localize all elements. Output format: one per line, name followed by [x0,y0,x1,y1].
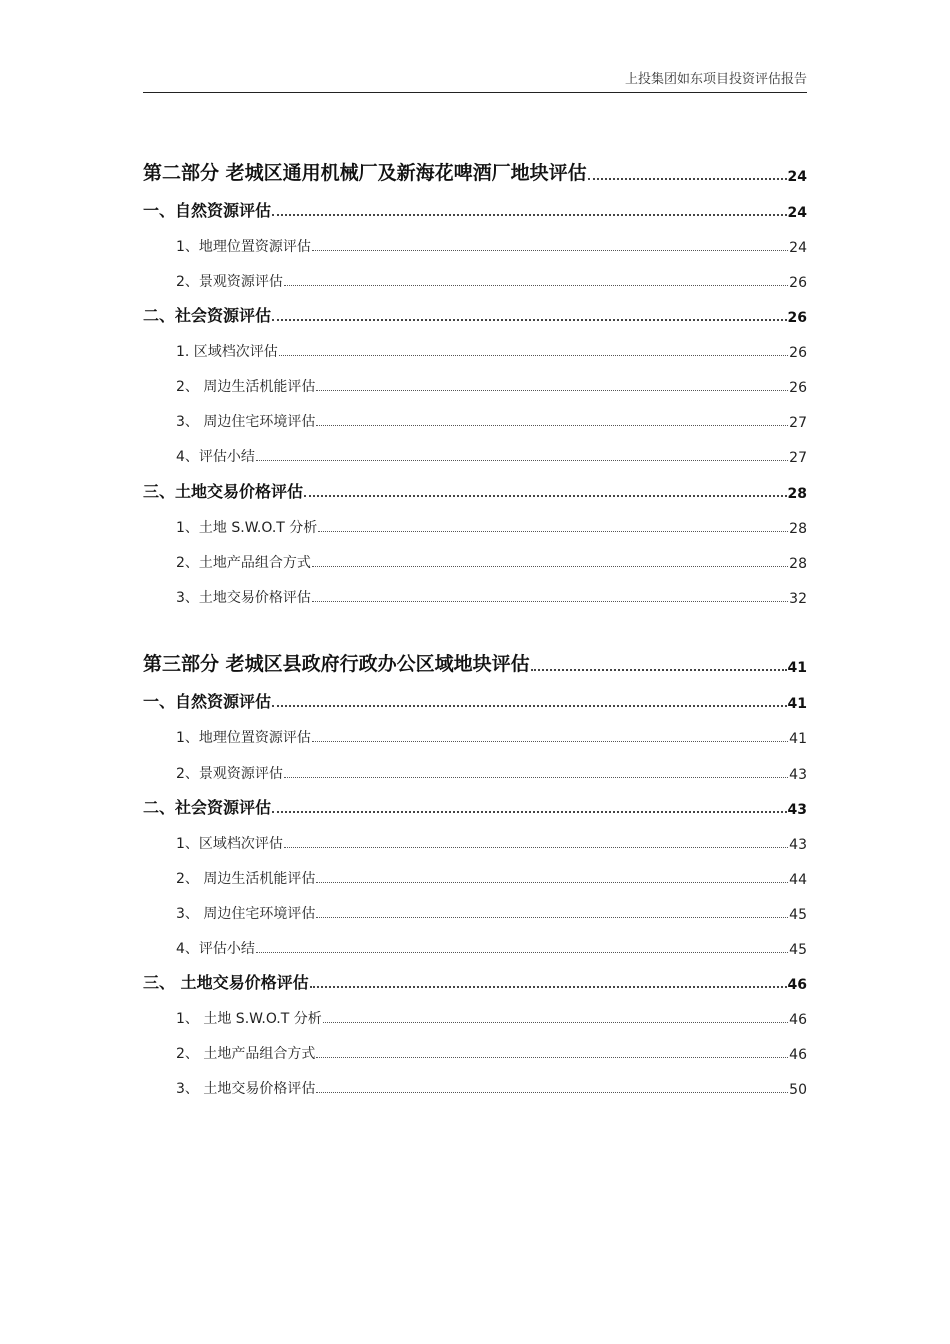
toc-entry-label: 2、土地产品组合方式 [176,555,311,571]
toc-entry-label: 第二部分 老城区通用机械厂及新海花啤酒厂地块评估 [143,162,587,184]
toc-entry-label: 1、地理位置资源评估 [176,730,311,746]
toc-entry-label: 1. 区域档次评估 [176,344,278,360]
toc-dot-leader [272,214,787,216]
toc-entry-label: 一、自然资源评估 [143,201,272,220]
toc-entry-page-number: 46 [787,977,807,993]
toc-entry-page-number: 43 [789,767,807,783]
toc-entry-label: 2、 周边生活机能评估 [176,379,316,395]
toc-entry-page-number: 28 [789,556,807,572]
toc-dot-leader [304,495,787,497]
toc-entry[interactable] [176,405,807,431]
toc-entry[interactable] [143,792,807,818]
toc-entry-page-number: 26 [789,345,807,361]
toc-entry-page-number: 24 [787,169,807,185]
toc-dot-leader [272,319,787,321]
toc-dot-leader [312,566,788,567]
toc-dot-leader [312,741,788,742]
toc-dot-leader [316,1057,788,1058]
toc-entry-label: 2、 周边生活机能评估 [176,871,316,887]
toc-dot-leader [318,531,788,532]
toc-entry[interactable] [143,195,807,221]
toc-entry-page-number: 45 [789,907,807,923]
toc-entry[interactable] [176,1072,807,1098]
toc-entry-page-number: 46 [789,1012,807,1028]
toc-entry-label: 一、自然资源评估 [143,692,272,711]
toc-entry-label: 2、 土地产品组合方式 [176,1046,316,1062]
toc-dot-leader [256,460,788,461]
toc-dot-leader [316,425,788,426]
toc-entry[interactable] [143,686,807,712]
toc-entry-label: 2、景观资源评估 [176,274,283,290]
toc-entry[interactable] [176,230,807,256]
header-rule [143,92,807,93]
toc-dot-leader [272,811,787,813]
toc-entry[interactable] [176,265,807,291]
toc-dot-leader [284,847,788,848]
toc-entry-page-number: 45 [789,942,807,958]
toc-entry[interactable] [176,897,807,923]
toc-entry-label: 二、社会资源评估 [143,306,272,325]
toc-dot-leader [272,705,787,707]
toc-entry[interactable] [176,581,807,607]
toc-entry-page-number: 50 [789,1082,807,1098]
toc-entry-label: 4、评估小结 [176,449,255,465]
toc-entry-label: 二、社会资源评估 [143,798,272,817]
toc-dot-leader [316,917,788,918]
toc-dot-leader [284,285,788,286]
toc-entry-label: 三、土地交易价格评估 [143,482,304,501]
running-header: 上投集团如东项目投资评估报告 [624,72,807,87]
toc-entry-page-number: 43 [787,802,807,818]
toc-dot-leader [323,1022,788,1023]
toc-entry[interactable] [143,159,807,185]
toc-entry[interactable] [176,862,807,888]
toc-entry-label: 3、土地交易价格评估 [176,590,311,606]
toc-dot-leader [279,355,788,356]
toc-dot-leader [312,250,788,251]
toc-entry-label: 第三部分 老城区县政府行政办公区域地块评估 [143,653,530,675]
toc-entry[interactable] [176,440,807,466]
toc-entry-page-number: 44 [789,872,807,888]
toc-entry[interactable] [143,967,807,993]
toc-entry-label: 1、 土地 S.W.O.T 分析 [176,1011,322,1027]
toc-entry-page-number: 41 [787,660,807,676]
toc-dot-leader [256,952,788,953]
toc-entry[interactable] [176,932,807,958]
toc-entry-page-number: 26 [787,310,807,326]
toc-dot-leader [316,1092,788,1093]
toc-entry-page-number: 27 [789,415,807,431]
toc-dot-leader [310,986,787,988]
toc-entry-page-number: 46 [789,1047,807,1063]
toc-entry[interactable] [176,370,807,396]
toc-entry[interactable] [176,757,807,783]
toc-entry[interactable] [176,1002,807,1028]
toc-entry[interactable] [176,335,807,361]
toc-entry[interactable] [176,1037,807,1063]
toc-entry[interactable] [143,300,807,326]
toc-entry-label: 1、土地 S.W.O.T 分析 [176,520,318,536]
toc-entry-label: 3、 周边住宅环境评估 [176,414,316,430]
toc-entry-page-number: 43 [789,837,807,853]
toc-entry-page-number: 24 [789,240,807,256]
toc-entry[interactable] [143,476,807,502]
toc-entry[interactable] [176,827,807,853]
toc-dot-leader [284,777,788,778]
toc-entry-label: 3、 周边住宅环境评估 [176,906,316,922]
toc-entry[interactable] [176,511,807,537]
toc-entry[interactable] [176,546,807,572]
toc-entry-page-number: 32 [789,591,807,607]
toc-entry-page-number: 24 [787,205,807,221]
toc-entry-label: 1、地理位置资源评估 [176,239,311,255]
toc-entry-label: 1、区域档次评估 [176,836,283,852]
toc-entry-label: 2、景观资源评估 [176,766,283,782]
toc-dot-leader [531,669,787,671]
toc-entry-page-number: 41 [789,731,807,747]
toc-dot-leader [312,601,788,602]
toc-dot-leader [316,882,788,883]
toc-entry-page-number: 41 [787,696,807,712]
toc-entry-page-number: 26 [789,380,807,396]
toc-entry[interactable] [176,721,807,747]
toc-entry-page-number: 28 [787,486,807,502]
toc-entry-page-number: 27 [789,450,807,466]
toc-dot-leader [316,390,788,391]
toc-dot-leader [588,178,787,180]
toc-entry-label: 4、评估小结 [176,941,255,957]
toc-entry-label: 3、 土地交易价格评估 [176,1081,316,1097]
toc-entry-page-number: 28 [789,521,807,537]
toc-entry-page-number: 26 [789,275,807,291]
toc-entry-label: 三、 土地交易价格评估 [143,973,309,992]
toc-entry[interactable] [143,650,807,676]
